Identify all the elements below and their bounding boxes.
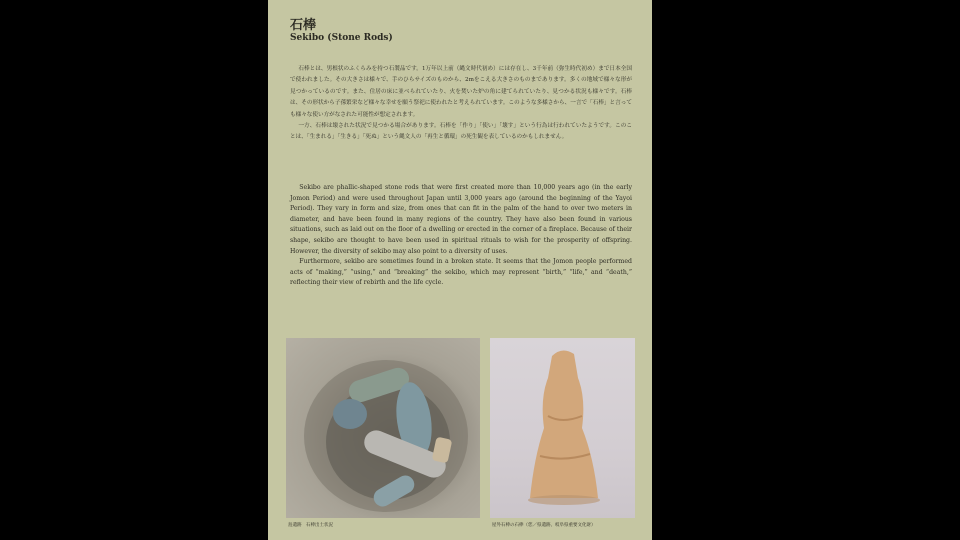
panel-title-english: Sekibo (Stone Rods) [290, 33, 393, 43]
exhibit-panel [268, 0, 652, 540]
english-paragraph-1: Sekibo are phallic-shaped stone rods that were first created more than 10,000 years ago (in the early Jomon Period) and were used throughout Japan until 3,000 years ago (around the beginning of the Yayoi Period). They vary in form and size, from ones that can fit in the palm of the hand to over two meters in diameter, and have been found in many regions of the country. They have also been found in various situations, such as laid out on the floor of a dwelling or erected in the corner of a fireplace. Because of their shape, sekibo are thought to have been used in spiritual rituals to wish for the prosperity of offspring. However, the diversity of sekibo may also point to a diversity of uses. [290, 184, 632, 255]
excavation-photo [286, 338, 480, 518]
stone-rod-artifact-illustration [490, 338, 635, 518]
english-paragraph-2: Furthermore, sekibo are sometimes found in a broken state. It seems that the Jomon people performed acts of “making,” “using,” and “breaking” the sekibo, which may represent “birth,” “life,” and “death,” reflecting their view of rebirth and the life cycle. [290, 258, 632, 287]
excavation-caption: 島遺跡 石棒出土状況 [288, 523, 333, 528]
japanese-description [290, 64, 632, 144]
panel-title-japanese: 石棒 [290, 18, 317, 33]
english-description [290, 183, 632, 289]
artifact-caption: 屋外石棒の石棒（您／県遺跡、岐阜県重要文化財） [492, 523, 596, 528]
excavated-stone-rods-illustration [286, 338, 480, 518]
japanese-paragraph-1: 石棒とは、男根状のふくらみを持つ石製品です。1万年以上前（縄文時代初め）には存在し、3千年前（弥生時代初め）まで日本全国で使われました。その大きさは様々で、手のひらサイズのものから、2mをこえる大きさのものまであります。多くの地域で様々な形が見つかっているのです。また、住居の床に並べられていたり、火を焚いた炉の角に建てられていたり、見つかる状況も様々です。石棒は、その形状から子孫繁栄など様々な幸せを願う祭祀に使われたと考えられています。このような多様さから、一言で「石棒」と言っても様々な使い方がなされた可能性が想定されます。 [290, 66, 632, 118]
stone-figure-photo [490, 338, 635, 518]
japanese-paragraph-2: 一方、石棒は壊された状況で見つかる場合があります。石棒を「作り」「使い」「壊す」という行為は行われていたようです。このことは、「生まれる」「生きる」「死ぬ」という縄文人の「再生と循環」の死生観を表しているのかもしれません。 [290, 123, 632, 141]
